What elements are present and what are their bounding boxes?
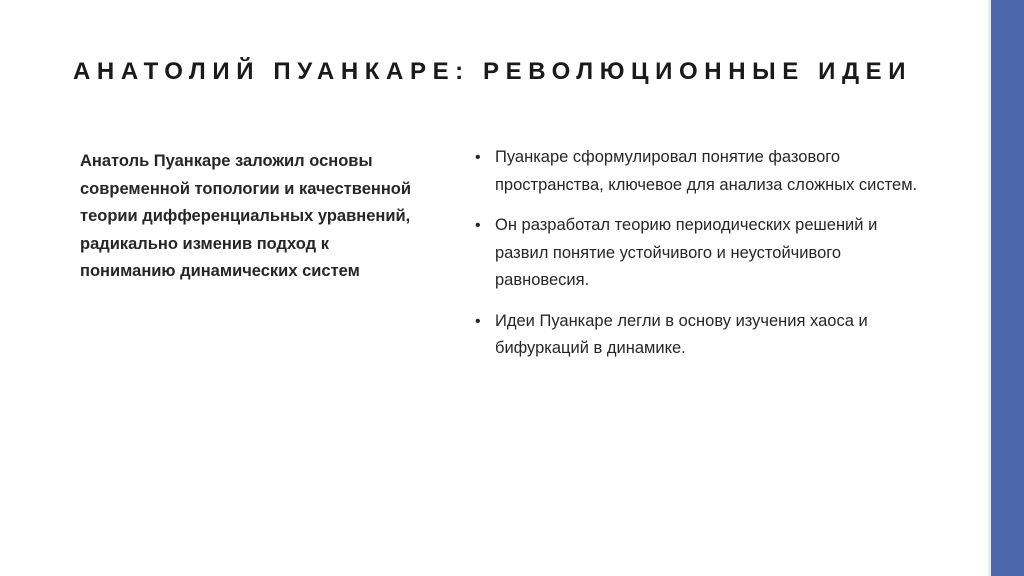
- bullet-item: [473, 308, 933, 363]
- bullet-list: [473, 144, 933, 376]
- bullet-item: [473, 144, 933, 199]
- accent-bar: [991, 0, 1024, 576]
- bullet-text: Идеи Пуанкаре легли в основу изучения хаоса и бифуркаций в динамике.: [495, 311, 868, 357]
- slide-title: АНАТОЛИЙ ПУАНКАРЕ: РЕВОЛЮЦИОННЫЕ ИДЕИ: [73, 58, 913, 85]
- bullet-item: [473, 212, 933, 295]
- intro-text: Анатоль Пуанкаре заложил основы современной топологии и качественной теории дифференциальных уравнений, радикально изменив подход к пониманию динамических систем: [80, 152, 412, 280]
- bullet-text: Он разработал теорию периодических решений и развил понятие устойчивого и неустойчивого равновесия.: [495, 216, 878, 289]
- bullet-icon: •: [475, 149, 481, 166]
- bullet-icon: •: [475, 312, 481, 330]
- bullet-text: Пуанкаре сформулировал понятие фазового пространства, ключевое для анализа сложных систем.: [495, 148, 918, 194]
- bullet-icon: •: [475, 217, 481, 234]
